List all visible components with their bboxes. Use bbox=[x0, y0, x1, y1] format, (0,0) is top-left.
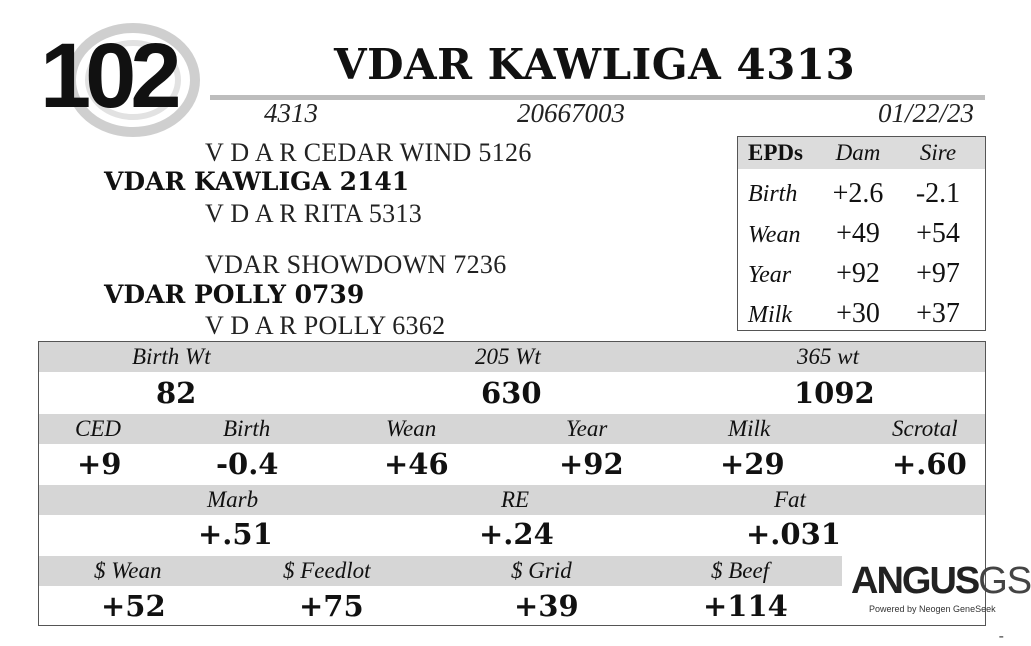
performance-table bbox=[38, 341, 1031, 626]
epd-header-band bbox=[39, 414, 985, 444]
epd-sire-value: +97 bbox=[916, 258, 960, 289]
scrotal-epd-value: +.60 bbox=[892, 447, 967, 481]
angus-gs-logo bbox=[847, 558, 1031, 622]
fat-label: Fat bbox=[774, 487, 806, 512]
birth-wt-value: 82 bbox=[156, 376, 197, 410]
epd-sire-value: +37 bbox=[916, 298, 960, 329]
marb-label: Marb bbox=[207, 487, 259, 512]
registration-number: 20667003 bbox=[517, 98, 625, 128]
epd-row-label: Milk bbox=[748, 302, 792, 328]
epd-row-label: Wean bbox=[748, 222, 801, 248]
wt205-value: 630 bbox=[481, 376, 542, 410]
epd-dam-value: +30 bbox=[836, 298, 880, 329]
pedigree-dam-dam: V D A R POLLY 6362 bbox=[205, 311, 446, 340]
ced-label: CED bbox=[75, 416, 121, 441]
birth-epd-label: Birth bbox=[223, 416, 271, 441]
marb-value: +.51 bbox=[198, 517, 273, 551]
birth-date: 01/22/23 bbox=[877, 98, 974, 128]
re-label: RE bbox=[501, 487, 530, 512]
epd-table-title: EPDs bbox=[748, 140, 803, 165]
epd-row-label: Birth bbox=[748, 181, 798, 207]
dollar-grid-label: $ Grid bbox=[511, 558, 572, 583]
epd-col-sire: Sire bbox=[919, 140, 957, 165]
year-epd-label: Year bbox=[566, 416, 608, 441]
dollar-feedlot-value: +75 bbox=[299, 589, 364, 623]
epd-dam-value: +2.6 bbox=[832, 178, 884, 209]
wean-epd-label: Wean bbox=[386, 416, 437, 441]
wean-epd-value: +46 bbox=[384, 447, 449, 481]
dollar-grid-value: +39 bbox=[514, 589, 579, 623]
re-value: +.24 bbox=[479, 517, 554, 551]
epd-sire-value: -2.1 bbox=[915, 178, 961, 209]
animal-name: VDAR KAWLIGA 4313 bbox=[334, 40, 856, 89]
pedigree-sire: VDAR KAWLIGA 2141 bbox=[104, 167, 410, 196]
wt205-label: 205 Wt bbox=[475, 344, 541, 369]
tag-number: 4313 bbox=[264, 98, 318, 128]
pedigree-sire-dam: V D A R RITA 5313 bbox=[205, 199, 423, 228]
wt365-label: 365 wt bbox=[797, 344, 859, 369]
angus-logo-tagline: Powered by Neogen GeneSeek bbox=[869, 604, 996, 614]
epd-col-dam: Dam bbox=[835, 140, 881, 165]
birth-wt-label: Birth Wt bbox=[132, 344, 211, 369]
dollar-beef-label: $ Beef bbox=[711, 558, 770, 583]
parent-epd-table bbox=[737, 136, 986, 331]
ced-value: +9 bbox=[77, 447, 122, 481]
epd-dam-value: +49 bbox=[836, 218, 880, 249]
milk-epd-label: Milk bbox=[728, 416, 771, 441]
dollar-wean-label: $ Wean bbox=[94, 558, 162, 583]
dollar-feedlot-label: $ Feedlot bbox=[283, 558, 371, 583]
scrotal-epd-label: Scrotal bbox=[892, 416, 958, 441]
pedigree-dam: VDAR POLLY 0739 bbox=[104, 280, 365, 309]
lot-number: 102 bbox=[40, 25, 176, 127]
footer-mark: - bbox=[998, 628, 1004, 645]
dollar-beef-value: +114 bbox=[703, 589, 788, 623]
wt365-value: 1092 bbox=[794, 376, 875, 410]
epd-dam-value: +92 bbox=[836, 258, 880, 289]
epd-row-label: Year bbox=[748, 262, 792, 288]
year-epd-value: +92 bbox=[559, 447, 624, 481]
milk-epd-value: +29 bbox=[720, 447, 785, 481]
dollar-wean-value: +52 bbox=[101, 589, 166, 623]
birth-epd-value: -0.4 bbox=[216, 447, 279, 481]
angus-logo-suffix: GS bbox=[978, 560, 1031, 602]
epd-sire-value: +54 bbox=[916, 218, 960, 249]
angus-logo-word: ANGUS bbox=[851, 560, 979, 602]
pedigree-sire-sire: V D A R CEDAR WIND 5126 bbox=[205, 138, 532, 167]
fat-value: +.031 bbox=[746, 517, 841, 551]
pedigree-dam-sire: VDAR SHOWDOWN 7236 bbox=[205, 250, 507, 279]
